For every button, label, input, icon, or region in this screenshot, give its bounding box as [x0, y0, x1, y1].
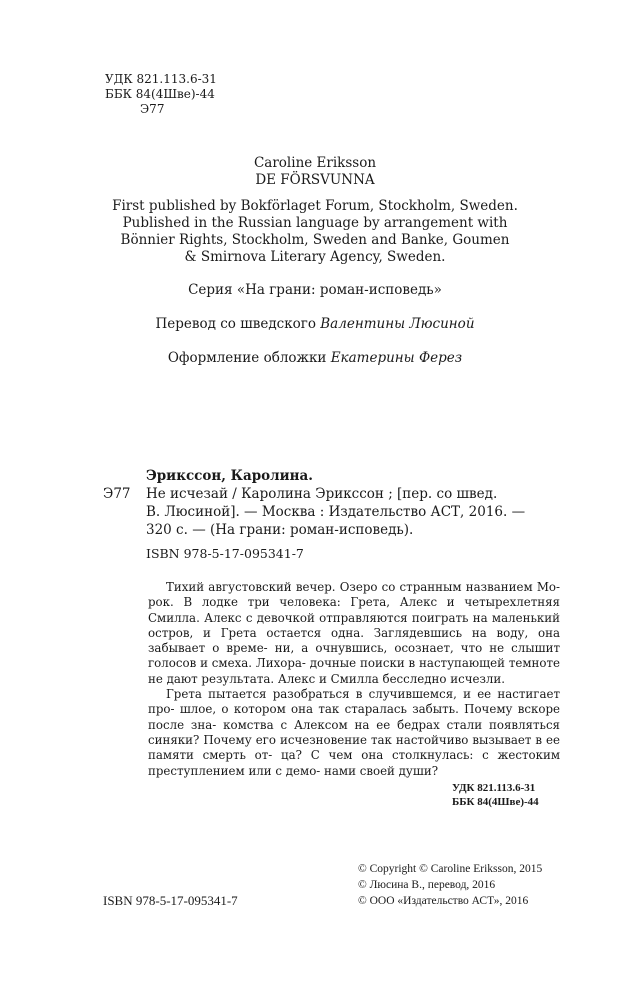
annotation-paragraph: [148, 687, 560, 779]
udk-code: УДК 821.113.6-31: [105, 72, 217, 86]
catalog-description: [146, 485, 573, 539]
annotation-line: Алекс с девочкой отправляются поиграть на маленький остров, и: [148, 610, 560, 640]
publishing-note: [60, 198, 570, 266]
annotation-line: ни, а очнувшись, осознает, что не слышит голосов и смеха. Лихора-: [148, 641, 561, 671]
original-title: DE FÖRSVUNNA: [255, 172, 375, 188]
classification-codes-bottom: [452, 781, 539, 809]
annotation-line: его исчезновение так настойчиво вызывает в ее памяти смерть от-: [148, 732, 561, 763]
catalog-line: 320 с. — (На грани: роман-исповедь).: [146, 522, 414, 538]
catalog-record: [103, 467, 573, 563]
annotation-line: Грета остается одна. Заглядевшись на воду, она забывает о време-: [148, 625, 560, 656]
annotation-line: нами своей души?: [324, 763, 439, 778]
cover-prefix: Оформление обложки: [167, 350, 331, 366]
copyright-block: [358, 861, 542, 909]
catalog-author-heading: Эрикссон, Каролина.: [146, 468, 313, 484]
annotation-line: шлое, о котором она так старалась забыть. Почему вскоре после зна-: [148, 702, 561, 732]
copyright-line: © Copyright © Caroline Eriksson, 2015: [358, 863, 543, 875]
publishing-note-line: Published in the Russian language by arrangement with: [122, 215, 508, 231]
cover-credit: [60, 350, 570, 367]
annotation-line: дочные поиски в наступающей темноте не дают результата. Алекс и: [148, 656, 561, 686]
annotation-line: ца? С чем она столкнулась: с жестоким преступлением или с демо-: [148, 748, 560, 778]
catalog-isbn: ISBN 978-5-17-095341-7: [146, 546, 304, 561]
annotation-line: Грета пытается разобраться в случившемся, и ее настигает про-: [148, 687, 560, 717]
bbk-code-bottom: ББК 84(4Шве)-44: [452, 796, 539, 808]
annotation-line: рок. В лодке три человека: Грета, Алекс и четырехлетняя Смилла.: [148, 595, 560, 625]
translation-credit: [60, 316, 570, 333]
copyright-line: © Люсина В., перевод, 2016: [358, 879, 496, 891]
copyright-line: © ООО «Издательство АСТ», 2016: [358, 895, 529, 907]
annotation-line: Тихий августовский вечер. Озеро со странным названием Мо-: [166, 580, 560, 594]
cover-designer-name: Екатерины Ферез: [330, 350, 463, 366]
translation-prefix: Перевод со шведского: [155, 316, 321, 332]
classification-codes: [105, 72, 217, 117]
catalog-line: В. Люсиной]. — Москва : Издательство АСТ, 2016. —: [146, 504, 526, 520]
translator-name: Валентины Люсиной: [320, 316, 475, 332]
original-author: Caroline Eriksson: [253, 155, 377, 171]
isbn-bottom: ISBN 978-5-17-095341-7: [103, 893, 238, 908]
author-mark: Э77: [140, 102, 165, 116]
annotation-line: Смилла бесследно исчезли.: [330, 671, 506, 686]
udk-code-bottom: УДК 821.113.6-31: [452, 782, 536, 794]
title-block: [60, 155, 570, 189]
annotation-paragraph: [148, 580, 560, 687]
bbk-code: ББК 84(4Шве)-44: [105, 87, 215, 101]
publishing-note-line: & Smirnova Literary Agency, Sweden.: [184, 249, 446, 265]
publishing-note-line: First published by Bokförlaget Forum, Stockholm, Sweden.: [112, 198, 518, 214]
publishing-note-line: Bönnier Rights, Stockholm, Sweden and Banke, Goumen: [120, 232, 510, 248]
catalog-line: Не исчезай / Каролина Эрикссон ; [пер. со швед.: [146, 486, 498, 502]
series-line: Серия «На грани: роман-исповедь»: [188, 282, 442, 298]
annotation: [148, 580, 560, 779]
annotation-line: комства с Алексом на ее бедрах стали появляться синяки? Почему: [148, 717, 560, 747]
catalog-code: Э77: [103, 486, 131, 502]
